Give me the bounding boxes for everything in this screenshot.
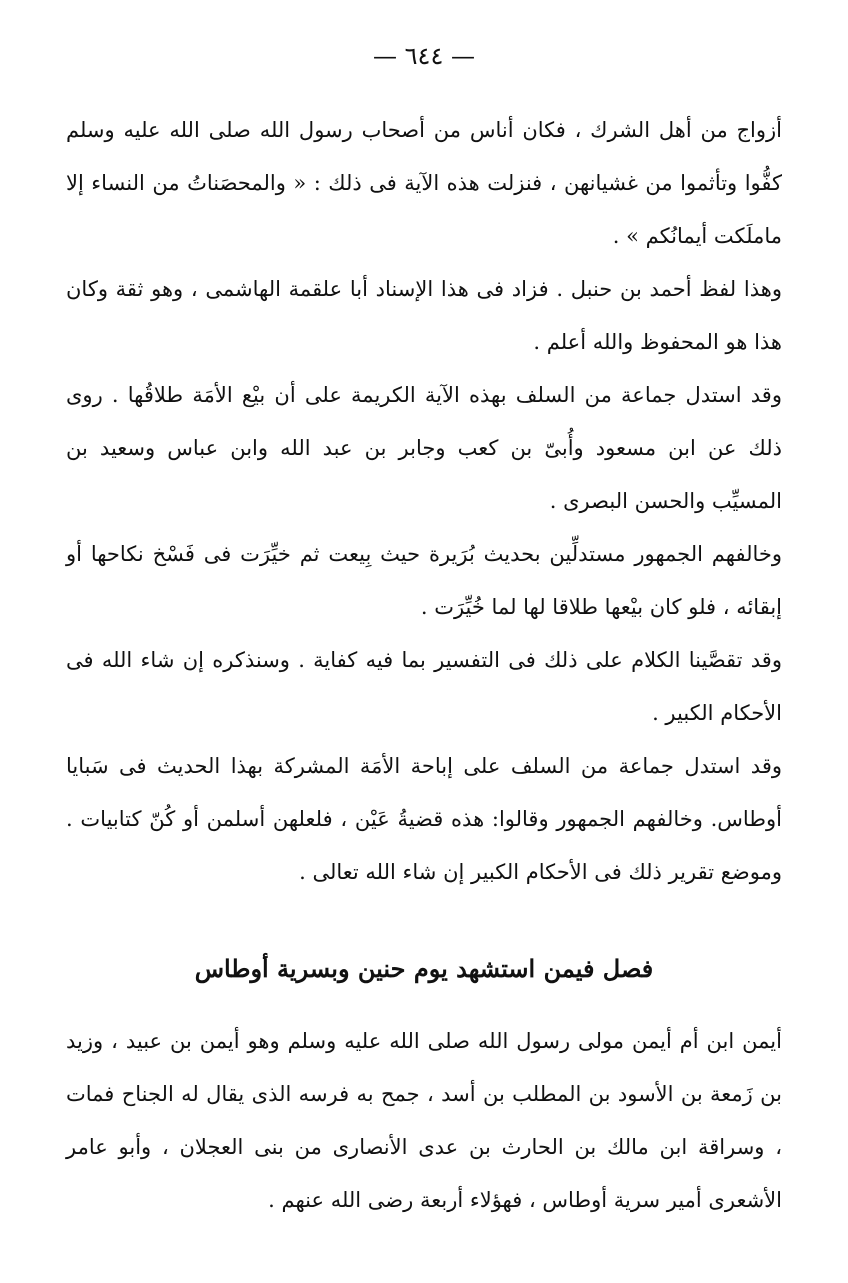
page-number: — ٦٤٤ —: [373, 42, 475, 70]
section-text: [66, 1015, 782, 1227]
main-text: [66, 104, 782, 899]
section-heading: فصل فيمن استشهد يوم حنين وبسرية أوطاس: [194, 954, 654, 983]
paragraph: أزواج من أهل الشرك ، فكان أناس من أصحاب رسول الله صلى الله عليه وسلم كفُّوا وتأثموا من غشيانهن ، فنزلت هذه الآية فى ذلك : « والمحصَناتُ من النساء إلا ماملَكت أيمانُكم » .: [66, 118, 782, 248]
paragraph: وقد استدل جماعة من السلف بهذه الآية الكريمة على أن بيْع الأمَة طلاقُها . روى ذلك عن ابن مسعود وأُبىّ بن كعب وجابر بن عبد الله وابن عباس وسعيد بن المسيِّب والحسن البصرى .: [66, 383, 782, 513]
paragraph: وخالفهم الجمهور مستدلِّين بحديث بُرَيرة حيث بِيعت ثم خيِّرَت فى فَسْخ نكاحها أو إبقائه ، فلو كان بيْعها طلاقا لها لما خُيِّرَت .: [66, 542, 782, 619]
paragraph: أيمن ابن أم أيمن مولى رسول الله صلى الله عليه وسلم وهو أيمن بن عبيد ، وزيد بن زَمعة بن الأسود بن المطلب بن أسد ، جمح به فرسه الذى يقال له الجناح فمات ، وسراقة ابن مالك بن الحارث بن عدى الأنصارى من بنى العجلان ، وأبو عامر الأشعرى أمير سرية أوطاس ، فهؤلاء أربعة رضى الله عنهم .: [66, 1029, 782, 1212]
paragraph: وهذا لفظ أحمد بن حنبل . فزاد فى هذا الإسناد أبا علقمة الهاشمى ، وهو ثقة وكان هذا هو المحفوظ والله أعلم .: [66, 277, 782, 354]
paragraph: وقد استدل جماعة من السلف على إباحة الأمَة المشركة بهذا الحديث فى سَبايا أوطاس. وخالفهم الجمهور وقالوا: هذه قضيةُ عَيْن ، فلعلهن أسلمن أو كُنّ كتابيات . وموضع تقرير ذلك فى الأحكام الكبير إن شاء الله تعالى .: [66, 754, 782, 884]
paragraph: وقد تقصَّينا الكلام على ذلك فى التفسير بما فيه كفاية . وسنذكره إن شاء الله فى الأحكام الكبير .: [66, 648, 782, 725]
